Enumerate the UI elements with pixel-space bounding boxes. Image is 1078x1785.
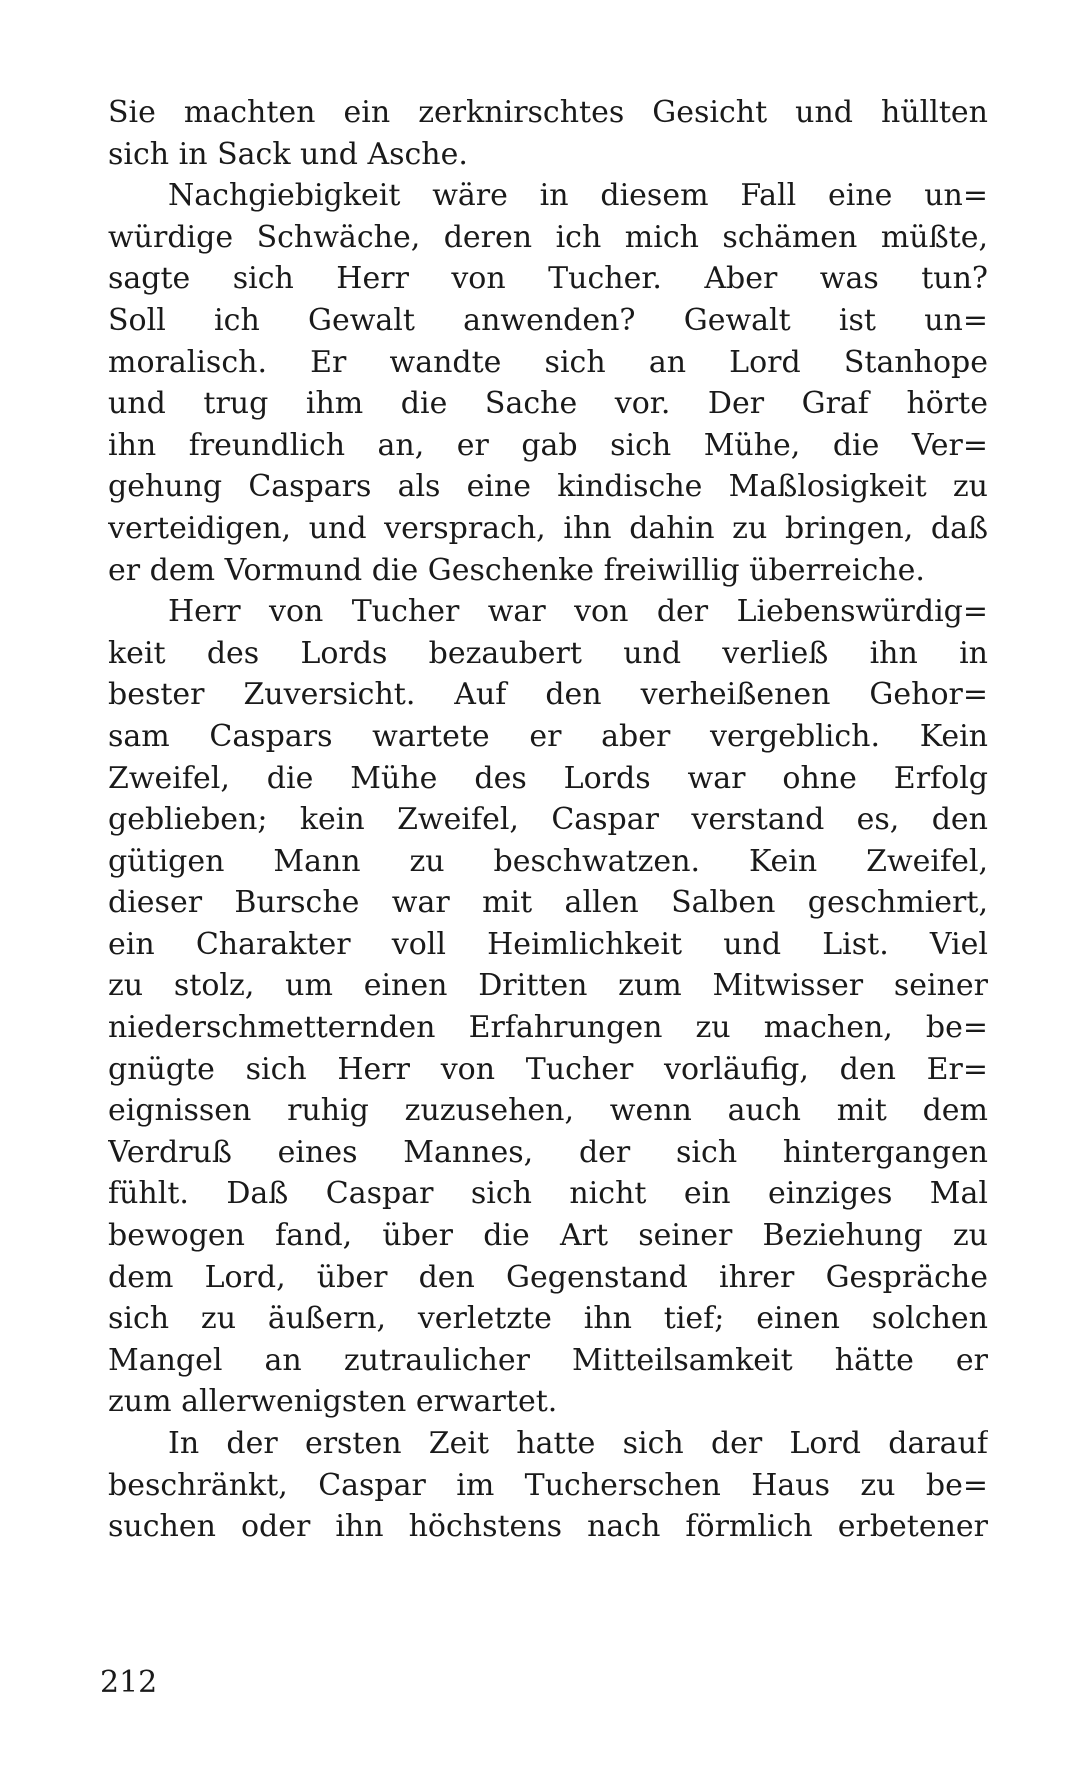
text-line: niederschmetternden Erfahrungen zu machen, be= [108,1010,988,1046]
body-text [108,92,988,1548]
text-line: Herr von Tucher war von der Liebenswürdig= [168,594,988,630]
text-line: Zweifel, die Mühe des Lords war ohne Erfolg [108,760,988,796]
text-line: ihn freundlich an, er gab sich Mühe, die Ver= [108,427,988,463]
text-line: eignissen ruhig zuzusehen, wenn auch mit dem [108,1093,988,1129]
text-line: er dem Vormund die Geschenke freiwillig überreiche. [108,552,925,588]
text-line: sam Caspars wartete er aber vergeblich. Kein [108,718,988,754]
text-line: bester Zuversicht. Auf den verheißenen Gehor= [108,677,988,713]
text-line: zum allerwenigsten erwartet. [108,1384,558,1420]
text-line: und trug ihm die Sache vor. Der Graf hörte [108,386,988,422]
text-line: Verdruß eines Mannes, der sich hintergangen [108,1134,988,1170]
text-line: Sie machten ein zerknirschtes Gesicht und hüllten [108,95,988,130]
text-line: würdige Schwäche, deren ich mich schämen müßte, [108,219,988,255]
text-line: Mangel an zutraulicher Mitteilsamkeit hätte er [108,1342,988,1378]
text-line: keit des Lords bezaubert und verließ ihn in [108,635,988,671]
text-line: In der ersten Zeit hatte sich der Lord darauf [168,1426,988,1461]
text-line: fühlt. Daß Caspar sich nicht ein einziges Mal [108,1176,988,1212]
page-number: 212 [100,1665,158,1700]
text-line: Nachgiebigkeit wäre in diesem Fall eine un= [168,178,988,214]
text-line: zu stolz, um einen Dritten zum Mitwisser seiner [108,968,988,1004]
text-line: gütigen Mann zu beschwatzen. Kein Zweifel, [108,843,988,879]
text-line: Soll ich Gewalt anwenden? Gewalt ist un= [108,302,988,338]
text-line: sagte sich Herr von Tucher. Aber was tun? [108,261,988,297]
text-line: moralisch. Er wandte sich an Lord Stanhope [108,344,988,380]
text-line: bewogen fand, über die Art seiner Beziehung zu [108,1218,988,1254]
text-line: gehung Caspars als eine kindische Maßlosigkeit zu [108,469,988,505]
text-line: verteidigen, und versprach, ihn dahin zu bringen, daß [108,510,988,546]
text-line: beschränkt, Caspar im Tucherschen Haus zu be= [108,1467,988,1503]
text-line: sich zu äußern, verletzte ihn tief; einen solchen [108,1301,988,1337]
text-line: dieser Bursche war mit allen Salben geschmiert, [108,885,988,921]
text-line: gnügte sich Herr von Tucher vorläufig, den Er= [108,1051,988,1087]
text-line: sich in Sack und Asche. [108,136,468,172]
text-line: ein Charakter voll Heimlichkeit und List. Viel [108,926,988,962]
text-line: geblieben; kein Zweifel, Caspar verstand es, den [108,802,988,838]
text-line: dem Lord, über den Gegenstand ihrer Gespräche [108,1259,988,1295]
text-line: suchen oder ihn höchstens nach förmlich erbetener [108,1509,988,1545]
